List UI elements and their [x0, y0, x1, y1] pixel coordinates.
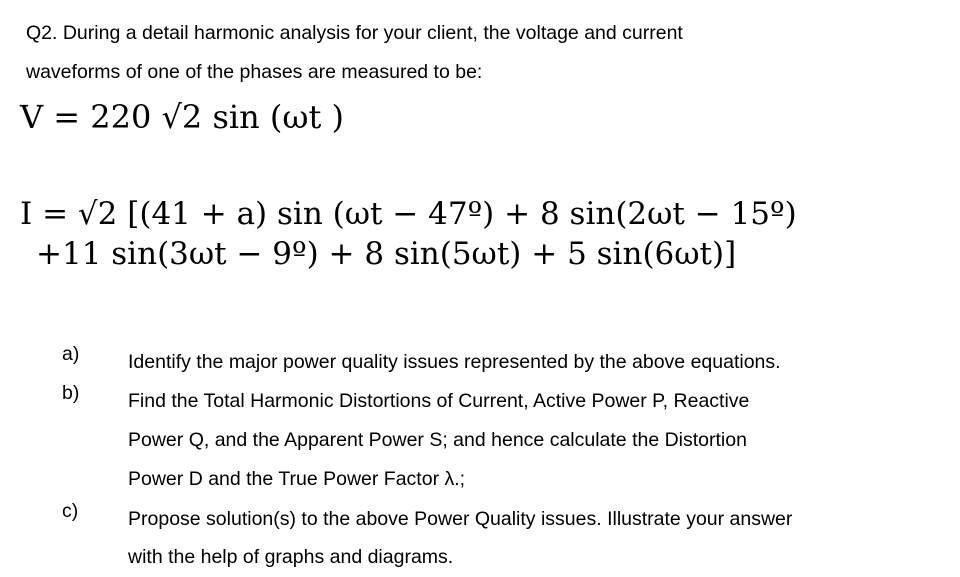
part-a-text: Identify the major power quality issues represented by the above equations.	[128, 351, 781, 373]
question-intro-line-2: waveforms of one of the phases are measured to be:	[26, 61, 483, 83]
current-equation-line-2: +11 sin(3ωt − 9º) + 8 sin(5ωt) + 5 sin(6ωt)]	[36, 236, 737, 272]
part-c-text-line-1: Propose solution(s) to the above Power Quality issues. Illustrate your answer	[128, 508, 793, 530]
part-a-marker: a)	[62, 343, 80, 365]
part-b-text-line-1: Find the Total Harmonic Distortions of Current, Active Power P, Reactive	[128, 390, 750, 412]
part-b-text-line-2: Power Q, and the Apparent Power S; and hence calculate the Distortion	[128, 429, 747, 451]
current-equation-line-1: I = √2 [(41 + a) sin (ωt − 47º) + 8 sin(2ωt − 15º)	[20, 196, 797, 232]
part-c-marker: c)	[62, 500, 79, 522]
voltage-equation: V = 220 √2 sin (ωt )	[20, 98, 344, 136]
part-c-text-line-2: with the help of graphs and diagrams.	[128, 546, 454, 568]
question-intro-line-1: Q2. During a detail harmonic analysis for your client, the voltage and current	[26, 22, 683, 44]
part-b-text-line-3: Power D and the True Power Factor λ.;	[128, 468, 466, 490]
part-b-marker: b)	[62, 382, 80, 404]
